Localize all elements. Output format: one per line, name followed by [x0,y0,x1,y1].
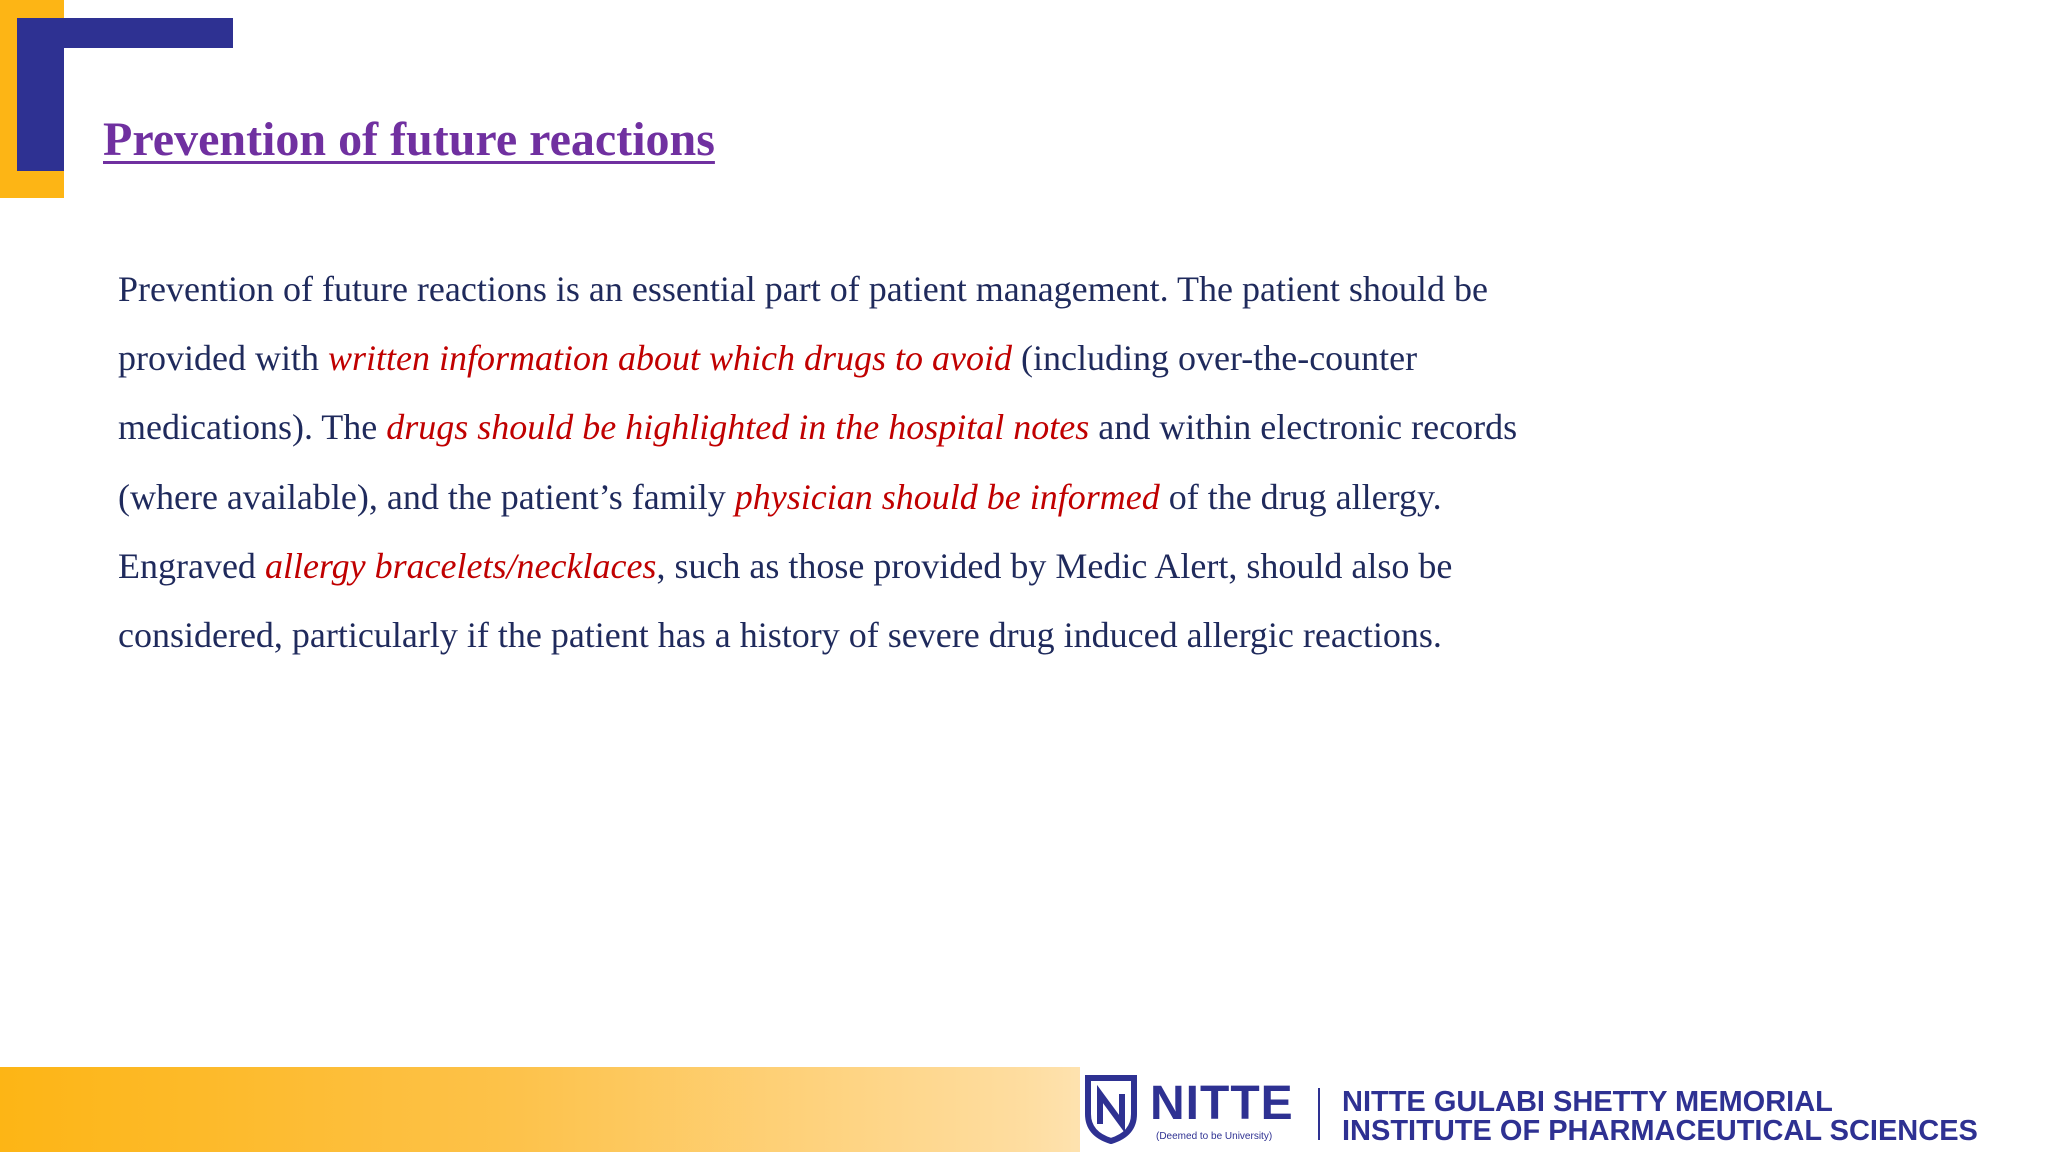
nitte-logo-icon [1082,1074,1140,1144]
institution-name-line-2: INSTITUTE OF PHARMACEUTICAL SCIENCES [1342,1115,1978,1147]
paragraph-text-run: , such as those provided by Medic Alert, should also be considered, particularly if the patient has a history of severe drug induced allergic reactions. [118,545,1453,656]
slide-title: Prevention of future reactions [103,113,715,166]
highlighted-phrase: allergy bracelets/necklaces [264,545,657,586]
paragraph-text-run: Prevention of future reactions is an essential part of patient management. The patient should be provided with [118,269,1488,379]
logo-wordmark: NITTE [1150,1077,1294,1130]
paragraph-text-run: (including over-the-counter medications). The [118,338,1418,448]
highlighted-phrase: physician should be informed [734,476,1160,517]
institution-name [1342,1088,1978,1146]
paragraph-text-run: of the drug allergy. Engraved [118,476,1442,586]
body-paragraph [118,255,1538,670]
paragraph-text-run: and within electronic records (where available), and the patient’s family [118,407,1518,517]
highlighted-phrase: drugs should be highlighted in the hospital notes [386,407,1090,448]
corner-accent-blue-horizontal [17,18,233,48]
footer-divider [1318,1088,1320,1140]
logo-subtitle: (Deemed to be University) [1156,1131,1273,1142]
highlighted-phrase: written information about which drugs to avoid [327,338,1013,379]
institution-name-line-1: NITTE GULABI SHETTY MEMORIAL [1342,1086,1833,1118]
